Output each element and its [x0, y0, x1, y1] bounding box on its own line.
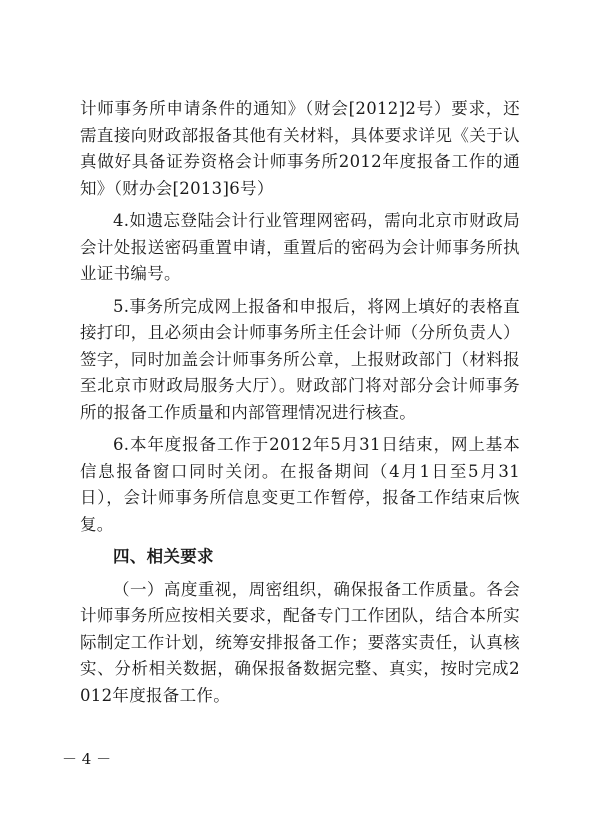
paragraph-item-6: 6.本年度报备工作于2012年5月31日结束，网上基本信息报备窗口同时关闭。在报备期间（4月1日至5月31日），会计师事务所信息变更工作暂停，报备工作结束后恢复。 [80, 435, 520, 534]
paragraph-requirement-1: （一）高度重视，周密组织，确保报备工作质量。各会计师事务所应按相关要求，配备专门工作团队，结合本所实际制定工作计划，统筹安排报备工作；要落实责任，认真核实、分析相关数据，确保报备数据完整、真实，按时完成2012年度报备工作。 [80, 579, 520, 705]
paragraph-continued-notice: 计师事务所申请条件的通知》（财会[2012]2号）要求，还需直接向财政部报备其他有关材料，具体要求详见《关于认真做好具备证券资格会计师事务所2012年度报备工作的通知》（财办会[2013]6号） [80, 99, 520, 198]
section-heading-requirements: 四、相关要求 [113, 547, 214, 566]
paragraph-item-4: 4.如遗忘登陆会计行业管理网密码，需向北京市财政局会计处报送密码重置申请，重置后的密码为会计师事务所执业证书编号。 [80, 211, 520, 283]
page-number: － 4 － [62, 750, 112, 768]
body-text [80, 96, 520, 715]
paragraph-item-5: 5.事务所完成网上报备和申报后，将网上填好的表格直接打印，且必须由会计师事务所主任会计师（分所负责人）签字，同时加盖会计师事务所公章，上报财政部门（材料报至北京市财政局服务大厅）。财政部门将对部分会计师事务所的报备工作质量和内部管理情况进行核查。 [80, 296, 520, 422]
